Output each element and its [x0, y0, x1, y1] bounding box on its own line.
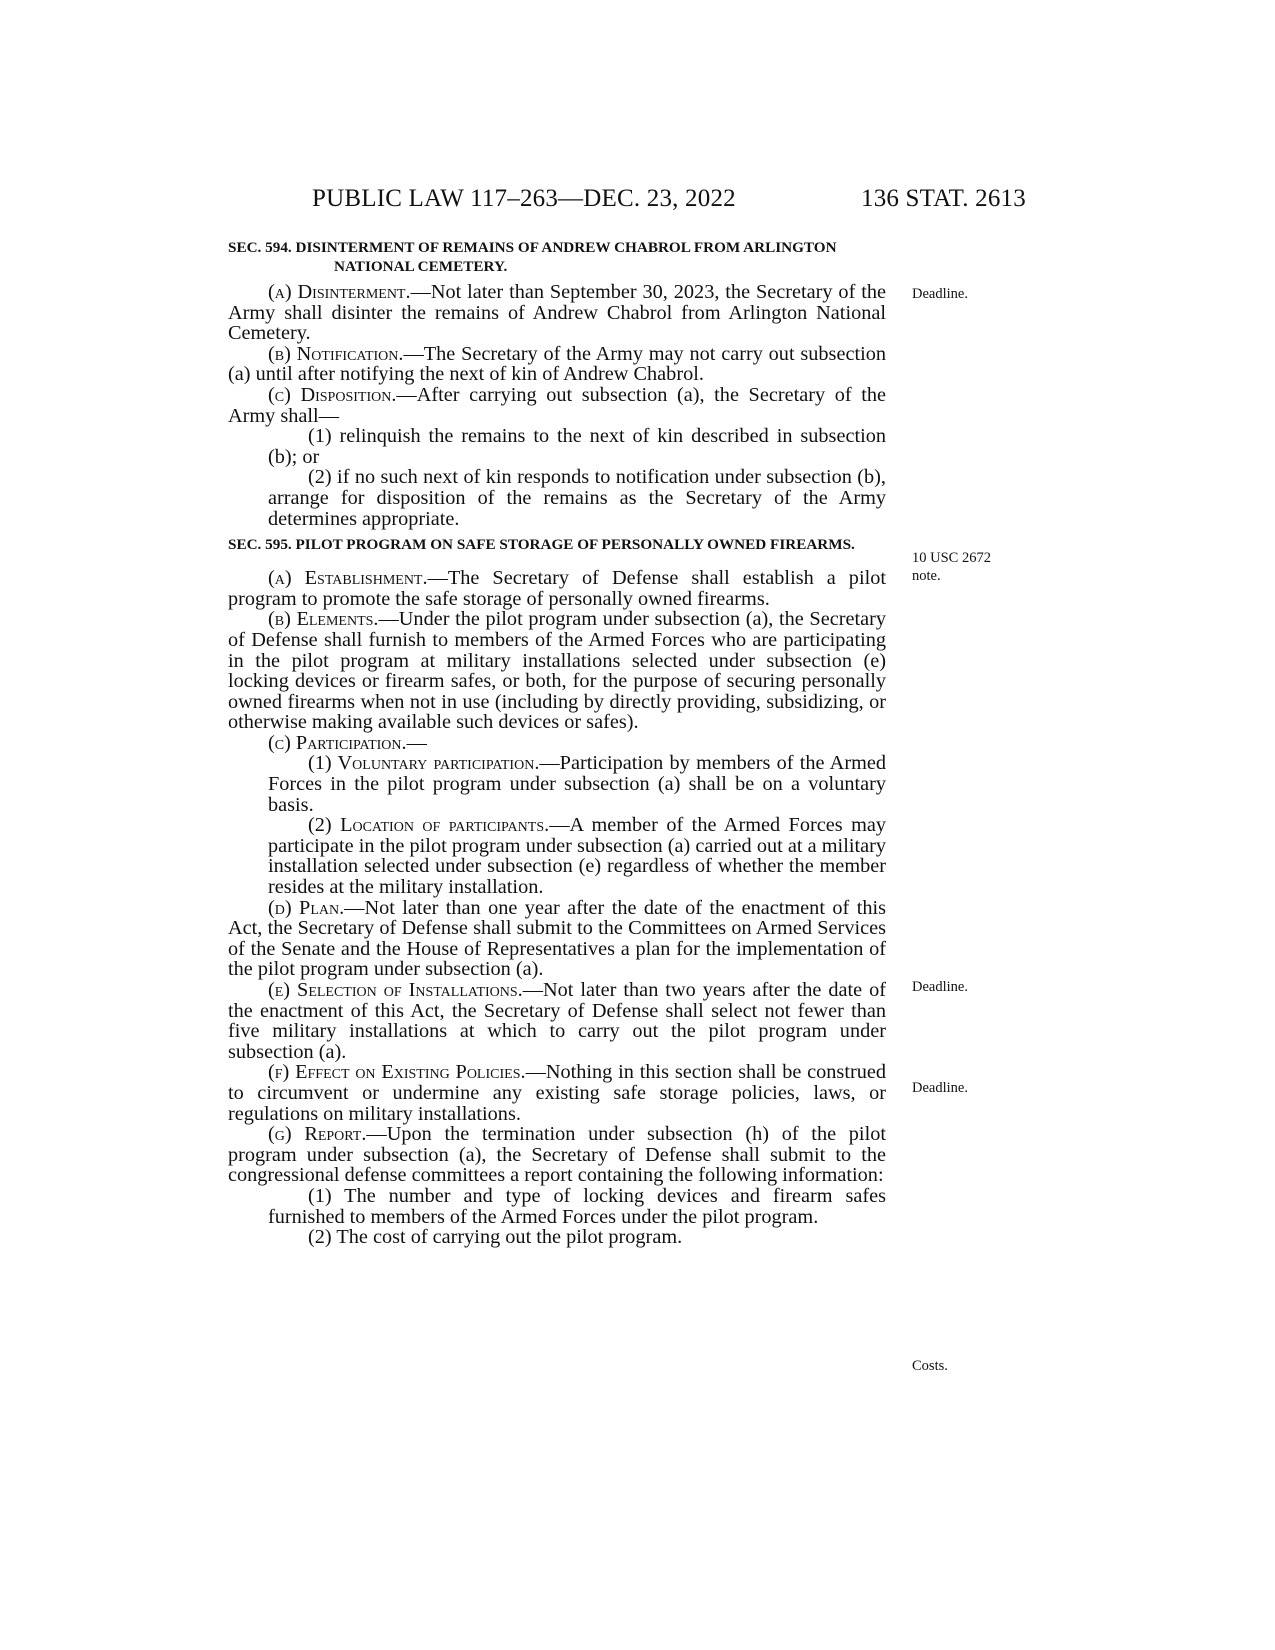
- sec595-c2-label: (2) Location of participants.: [308, 814, 550, 837]
- margin-note-deadline-3: Deadline.: [912, 1080, 968, 1096]
- sec595-e-label: (e) Selection of Installations.: [268, 979, 523, 1001]
- sec594-b-text: —The Secretary of the Army may not carry out subsection (a) until after notifying the next of kin of Andrew Chabrol.: [228, 342, 886, 386]
- section-594-heading: SEC. 594. DISINTERMENT OF REMAINS OF ANDREW CHABROL FROM ARLINGTON NATIONAL CEMETERY.: [228, 239, 837, 275]
- sec594-b-label: (b) Notification.: [268, 342, 404, 365]
- sec595-c-text: —: [406, 731, 427, 754]
- margin-note-usc: 10 USC 2672 note.: [912, 550, 991, 584]
- sec595-para-c: [228, 733, 886, 754]
- sec595-para-f: [228, 1062, 886, 1124]
- sec595-para-a: [228, 568, 886, 609]
- sec595-g-text: —Upon the termination under subsection (h) of the pilot program under subsection (a), the Secretary of Defense shall submit to the congressional defense committees a report containing the following information:: [228, 1123, 886, 1187]
- sec595-g-label: (g) Report.: [268, 1123, 367, 1146]
- sec595-para-c1: [228, 753, 886, 815]
- sec595-para-b: [228, 609, 886, 733]
- sec594-a-label: (a) Disinterment.: [268, 281, 411, 303]
- sec595-c1-text: —Participation by members of the Armed Forces in the pilot program under subsection (a) shall be on a voluntary basis.: [268, 752, 886, 816]
- sec595-a-label: (a) Establishment.: [268, 567, 428, 590]
- sec594-para-c2: (2) if no such next of kin responds to notification under subsection (b), arrange for disposition of the remains as the Secretary of the Army determines appropriate.: [268, 466, 886, 530]
- sec595-f-label: (f) Effect on Existing Policies.: [268, 1061, 526, 1084]
- sec595-para-d: [228, 898, 886, 980]
- sec594-c-label: (c) Disposition.: [268, 383, 397, 406]
- sec595-c-label: (c) Participation.: [268, 731, 407, 754]
- sec595-para-c2: [228, 815, 886, 897]
- sec594-para-b: [228, 344, 886, 385]
- sec595-e-text: —Not later than two years after the date of the enactment of this Act, the Secretary of Defense shall select not fewer than five military installations at which to carry out the pilot program under subsection (a).: [228, 979, 886, 1063]
- sec594-c-text: —After carrying out subsection (a), the Secretary of the Army shall—: [228, 383, 886, 427]
- sec595-b-text: —Under the pilot program under subsection (a), the Secretary of Defense shall furnish to members of the Armed Forces who are participating in the pilot program at military installations selected under subsection (e) locking devices or firearm safes, or both, for the purpose of securing personally owned firearms when not in use (including by directly providing, subsidizing, or otherwise making available such devices or safes).: [228, 608, 886, 734]
- sec594-para-a: [228, 282, 886, 344]
- sec595-f-text: —Nothing in this section shall be construed to circumvent or undermine any existing safe storage policies, laws, or regulations on military installations.: [228, 1061, 886, 1125]
- sec595-c1-label: (1) Voluntary participation.: [308, 752, 540, 775]
- sec595-para-e: [228, 980, 886, 1062]
- body-text: [228, 238, 886, 1248]
- page-header: [0, 185, 1275, 225]
- sec595-para-g: [228, 1124, 886, 1186]
- sec595-c2-text: —A member of the Armed Forces may participate in the pilot program under subsection (a) carried out at a military installation selected under subsection (e) regardless of whether the member resides at the military installation.: [268, 814, 886, 899]
- margin-note-deadline-1: Deadline.: [912, 286, 968, 302]
- sec595-para-g1: (1) The number and type of locking devices and firearm safes furnished to members of the Armed Forces under the pilot program.: [268, 1184, 886, 1228]
- sec595-d-label: (d) Plan.: [268, 896, 345, 919]
- sec595-d-text: —Not later than one year after the date of the enactment of this Act, the Secretary of Defense shall submit to the Committees on Armed Services of the Senate and the House of Representatives a plan for the implementation of the pilot program under subsection (a).: [228, 896, 887, 981]
- sec594-para-c1: (1) relinquish the remains to the next of kin described in subsection (b); or: [268, 425, 886, 468]
- sec594-para-c: [228, 385, 886, 426]
- running-title: PUBLIC LAW 117–263—DEC. 23, 2022: [312, 185, 736, 212]
- sec595-para-g2: (2) The cost of carrying out the pilot program.: [308, 1226, 683, 1249]
- sec595-a-text: —The Secretary of Defense shall establish a pilot program to promote the safe storage of personally owned firearms.: [228, 567, 886, 610]
- margin-note-costs: Costs.: [912, 1358, 948, 1374]
- section-595-heading: SEC. 595. PILOT PROGRAM ON SAFE STORAGE OF PERSONALLY OWNED FIREARMS.: [228, 536, 855, 554]
- statute-page-number: 136 STAT. 2613: [861, 185, 1026, 212]
- sec595-b-label: (b) Elements.: [268, 608, 379, 631]
- sec594-a-text: —Not later than September 30, 2023, the Secretary of the Army shall disinter the remains of Andrew Chabrol from Arlington National Cemetery.: [228, 281, 887, 345]
- margin-note-deadline-2: Deadline.: [912, 979, 968, 995]
